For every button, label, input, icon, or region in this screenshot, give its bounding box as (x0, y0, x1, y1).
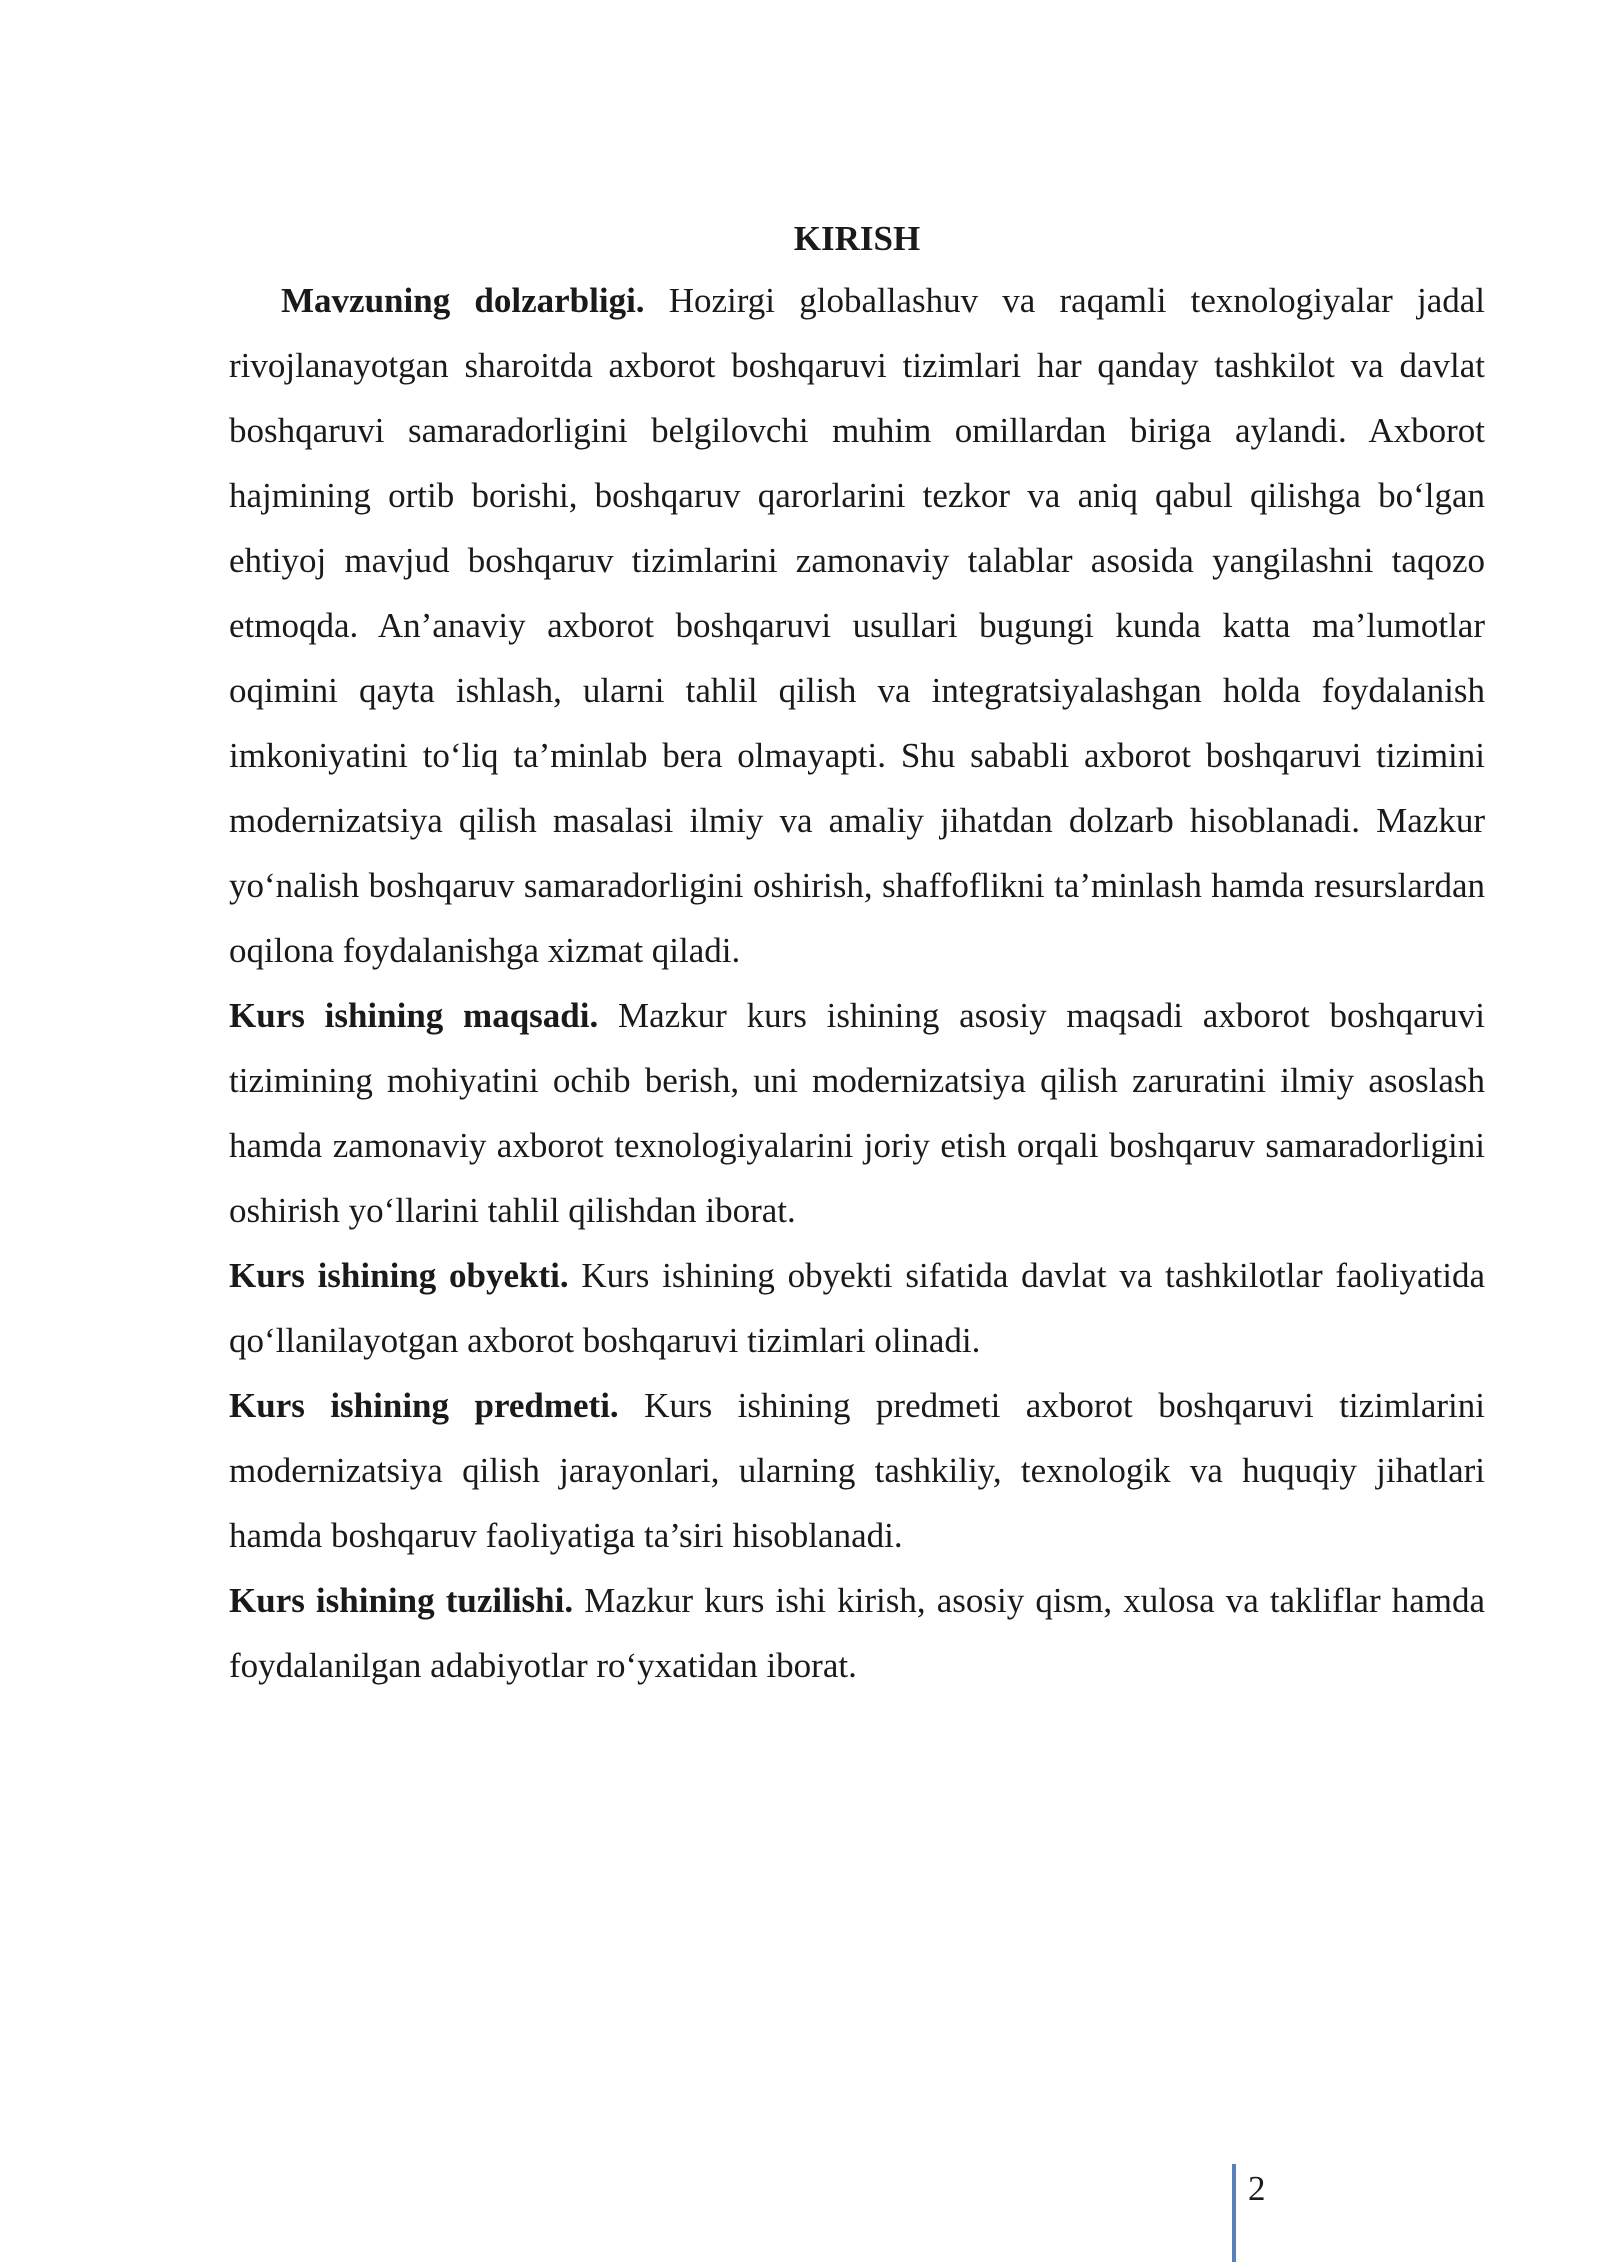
paragraph-object (229, 1243, 1485, 1373)
paragraph-lead: Kurs ishining maqsadi. (229, 996, 599, 1035)
page-number-divider (1232, 2164, 1236, 2262)
paragraph-goal (229, 983, 1485, 1243)
paragraph-lead: Kurs ishining tuzilishi. (229, 1581, 574, 1620)
paragraph-relevance (229, 268, 1485, 983)
paragraph-lead: Kurs ishining predmeti. (229, 1386, 619, 1425)
paragraph-body: Mazkur kurs ishi kirish, asosiy qism, xulosa va takliflar hamda foydalanilgan adabiyotlar ro‘yxatidan iborat. (229, 1581, 1486, 1685)
paragraph-subject (229, 1373, 1485, 1568)
paragraph-body: Hozirgi globallashuv va raqamli texnologiyalar jadal rivojlanayotgan sharoitda axborot boshqaruvi tizimlari har qanday tashkilot va davlat boshqaruvi samaradorligini belgilovchi muhim omillardan biriga aylandi. Axborot hajmining ortib borishi, boshqaruv qarorlarini tezkor va aniq qabul qilishga bo‘lgan ehtiyoj mavjud boshqaruv tizimlarini zamonaviy talablar asosida yangilashni taqozo etmoqda. An’anaviy axborot boshqaruvi usullari bugungi kunda katta ma’lumotlar oqimini qayta ishlash, ularni tahlil qilish va integratsiyalashgan holda foydalanish imkoniyatini to‘liq ta’minlab bera olmayapti. Shu sababli axborot boshqaruvi tizimini modernizatsiya qilish masalasi ilmiy va amaliy jihatdan dolzarb hisoblanadi. Mazkur yo‘nalish boshqaruv samaradorligini oshirish, shaffoflikni ta’minlash hamda resurslardan oqilona foydalanishga xizmat qiladi. (229, 281, 1486, 970)
section-heading: KIRISH (793, 219, 921, 258)
page-number: 2 (1248, 2169, 1266, 2208)
paragraph-lead: Mavzuning dolzarbligi. (281, 281, 645, 320)
paragraph-body: Mazkur kurs ishining asosiy maqsadi axborot boshqaruvi tizimining mohiyatini ochib berish, uni modernizatsiya qilish zaruratini ilmiy asoslash hamda zamonaviy axborot texnologiyalarini joriy etish orqali boshqaruv samaradorligini oshirish yo‘llarini tahlil qilishdan iborat. (229, 996, 1485, 1230)
paragraph-lead: Kurs ishining obyekti. (229, 1256, 569, 1295)
paragraph-structure (229, 1568, 1485, 1698)
paragraph-body: Kurs ishining predmeti axborot boshqaruvi tizimlarini modernizatsiya qilish jarayonlari, ularning tashkiliy, texnologik va huquqiy jihatlari hamda boshqaruv faoliyatiga ta’siri hisoblanadi. (229, 1386, 1485, 1555)
document-body (229, 210, 1485, 1698)
paragraph-body: Kurs ishining obyekti sifatida davlat va tashkilotlar faoliyatida qo‘llanilayotgan axborot boshqaruvi tizimlari olinadi. (229, 1256, 1485, 1360)
